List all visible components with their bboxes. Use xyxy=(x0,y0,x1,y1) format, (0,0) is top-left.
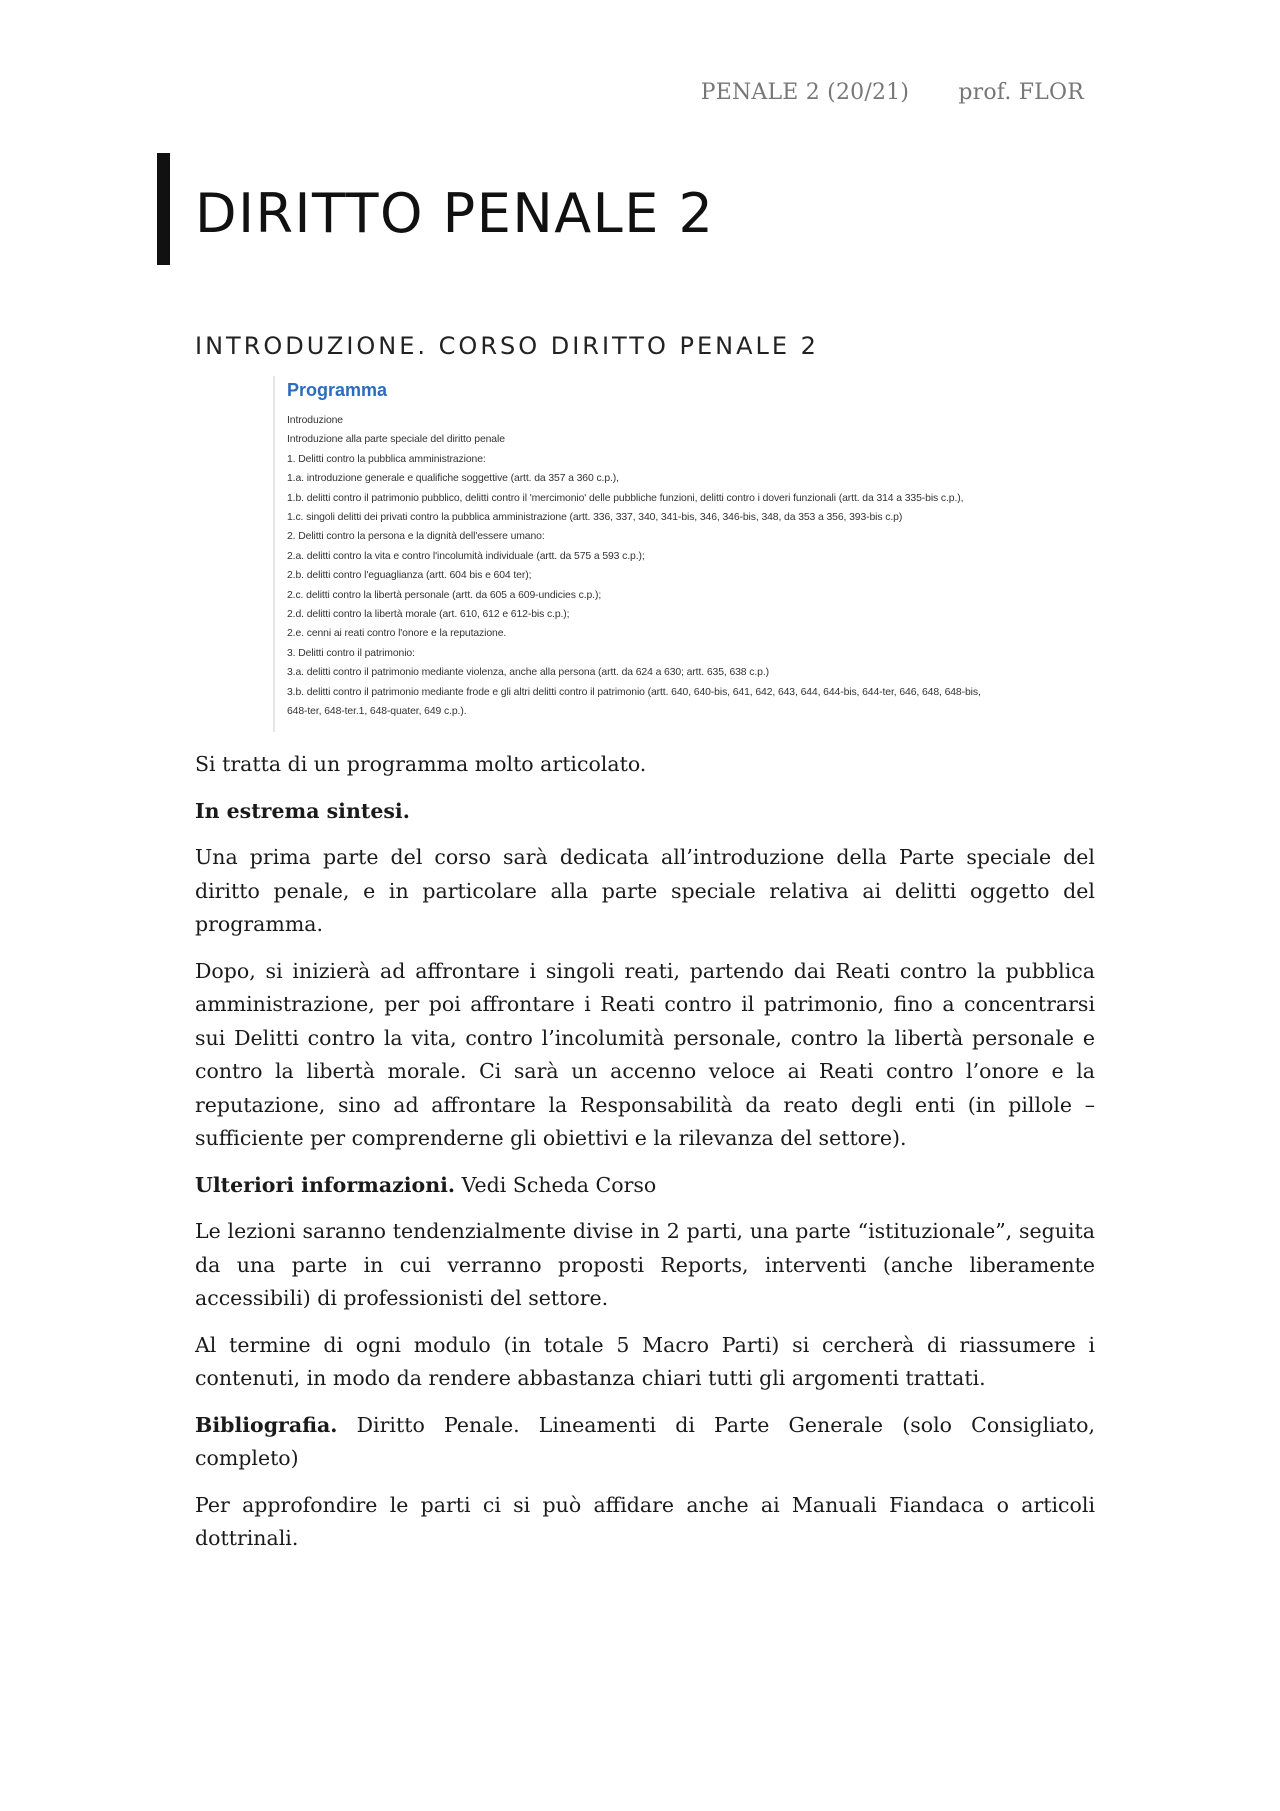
programme-line: 3.b. delitti contro il patrimonio mediante frode e gli altri delitti contro il patrimonio (artt. 640, 640-bis, 641, 642, 643, 644, 644-bis, 644-ter, 646, 648, 648-bis, xyxy=(287,686,981,698)
paragraph: Al termine di ogni modulo (in totale 5 Macro Parti) si cercherà di riassumere i contenuti, in modo da rendere abbastanza chiari tutti gli argomenti trattati. xyxy=(195,1332,1095,1390)
body-text xyxy=(195,748,1095,1569)
programme-line: 1.c. singoli delitti dei privati contro la pubblica amministrazione (artt. 336, 337, 340, 341-bis, 346, 346-bis, 348, da 353 a 356, 393-bis c.p) xyxy=(287,512,903,524)
programme-line: 2.e. cenni ai reati contro l'onore e la reputazione. xyxy=(287,628,507,640)
programme-line: 2.b. delitti contro l'eguaglianza (artt. 604 bis e 604 ter); xyxy=(287,570,532,582)
programme-line: 2.a. delitti contro la vita e contro l'incolumità individuale (artt. da 575 a 593 c.p.); xyxy=(287,550,645,562)
paragraph: Una prima parte del corso sarà dedicata all’introduzione della Parte speciale del diritto penale, e in particolare alla parte speciale relativa ai delitti oggetto del programma. xyxy=(195,845,1095,936)
page-header xyxy=(701,80,1084,105)
programme-line: 648-ter, 648-ter.1, 648-quater, 649 c.p.). xyxy=(287,706,467,718)
programme-line: Introduzione alla parte speciale del diritto penale xyxy=(287,434,505,446)
programme-line: 3.a. delitti contro il patrimonio mediante violenza, anche alla persona (artt. da 624 a 630; artt. 635, 638 c.p.) xyxy=(287,667,769,679)
programme-list xyxy=(287,411,1123,722)
bold-label: Ulteriori informazioni. xyxy=(195,1172,456,1197)
programme-line: 1.b. delitti contro il patrimonio pubblico, delitti contro il 'mercimonio' delle pubbliche funzioni, delitti contro i doveri funzionali (artt. da 314 a 335-bis c.p.), xyxy=(287,492,964,504)
programme-line: Introduzione xyxy=(287,415,343,426)
programme-title: Programma xyxy=(287,380,388,400)
programme-line: 3. Delitti contro il patrimonio: xyxy=(287,647,415,659)
bold-label: Bibliografia. xyxy=(195,1412,338,1437)
paragraph: Si tratta di un programma molto articolato. xyxy=(195,752,647,776)
section-heading: INTRODUZIONE. CORSO DIRITTO PENALE 2 xyxy=(195,332,819,360)
header-professor: prof. FLOR xyxy=(958,80,1084,105)
programme-line: 1.a. introduzione generale e qualifiche soggettive (artt. da 357 a 360 c.p.), xyxy=(287,473,619,485)
paragraph xyxy=(195,1169,1095,1203)
paragraph: Le lezioni saranno tendenzialmente divise in 2 parti, una parte “istituzionale”, seguita da una parte in cui verranno proposti Reports, interventi (anche liberamente accessibili) di professionisti del settore. xyxy=(195,1219,1095,1310)
paragraph: Dopo, si inizierà ad affrontare i singoli reati, partendo dai Reati contro la pubblica amministrazione, per poi affrontare i Reati contro il patrimonio, fino a concentrarsi sui Delitti contro la vita, contro l’incolumità personale, contro la libertà personale e contro la libertà morale. Ci sarà un accenno veloce ai Reati contro l’onore e la reputazione, sino ad affrontare la Responsabilità da reato degli enti (in pillole – sufficiente per comprenderne gli obiettivi e la rilevanza del settore). xyxy=(195,958,1095,1150)
programme-image xyxy=(273,376,1123,732)
paragraph xyxy=(195,1409,1095,1476)
header-course: PENALE 2 (20/21) xyxy=(700,80,910,105)
programme-line: 2. Delitti contro la persona e la dignità dell'essere umano: xyxy=(287,531,545,543)
paragraph-rest: Diritto Penale. Lineamenti di Parte Generale (solo Consigliato, completo) xyxy=(195,1412,1095,1470)
programme-line: 1. Delitti contro la pubblica amministrazione: xyxy=(287,453,486,465)
title-accent-bar xyxy=(157,153,170,265)
document-title: DIRITTO PENALE 2 xyxy=(195,182,715,245)
programme-line: 2.c. delitti contro la libertà personale (artt. da 605 a 609-undicies c.p.); xyxy=(287,589,602,601)
paragraph-rest: Vedi Scheda Corso xyxy=(455,1172,657,1197)
programme-line: 2.d. delitti contro la libertà morale (art. 610, 612 e 612-bis c.p.); xyxy=(287,609,570,621)
paragraph-heading xyxy=(195,795,1095,829)
bold-label: In estrema sintesi. xyxy=(195,798,410,823)
paragraph: Per approfondire le parti ci si può affidare anche ai Manuali Fiandaca o articoli dottrinali. xyxy=(195,1492,1095,1550)
